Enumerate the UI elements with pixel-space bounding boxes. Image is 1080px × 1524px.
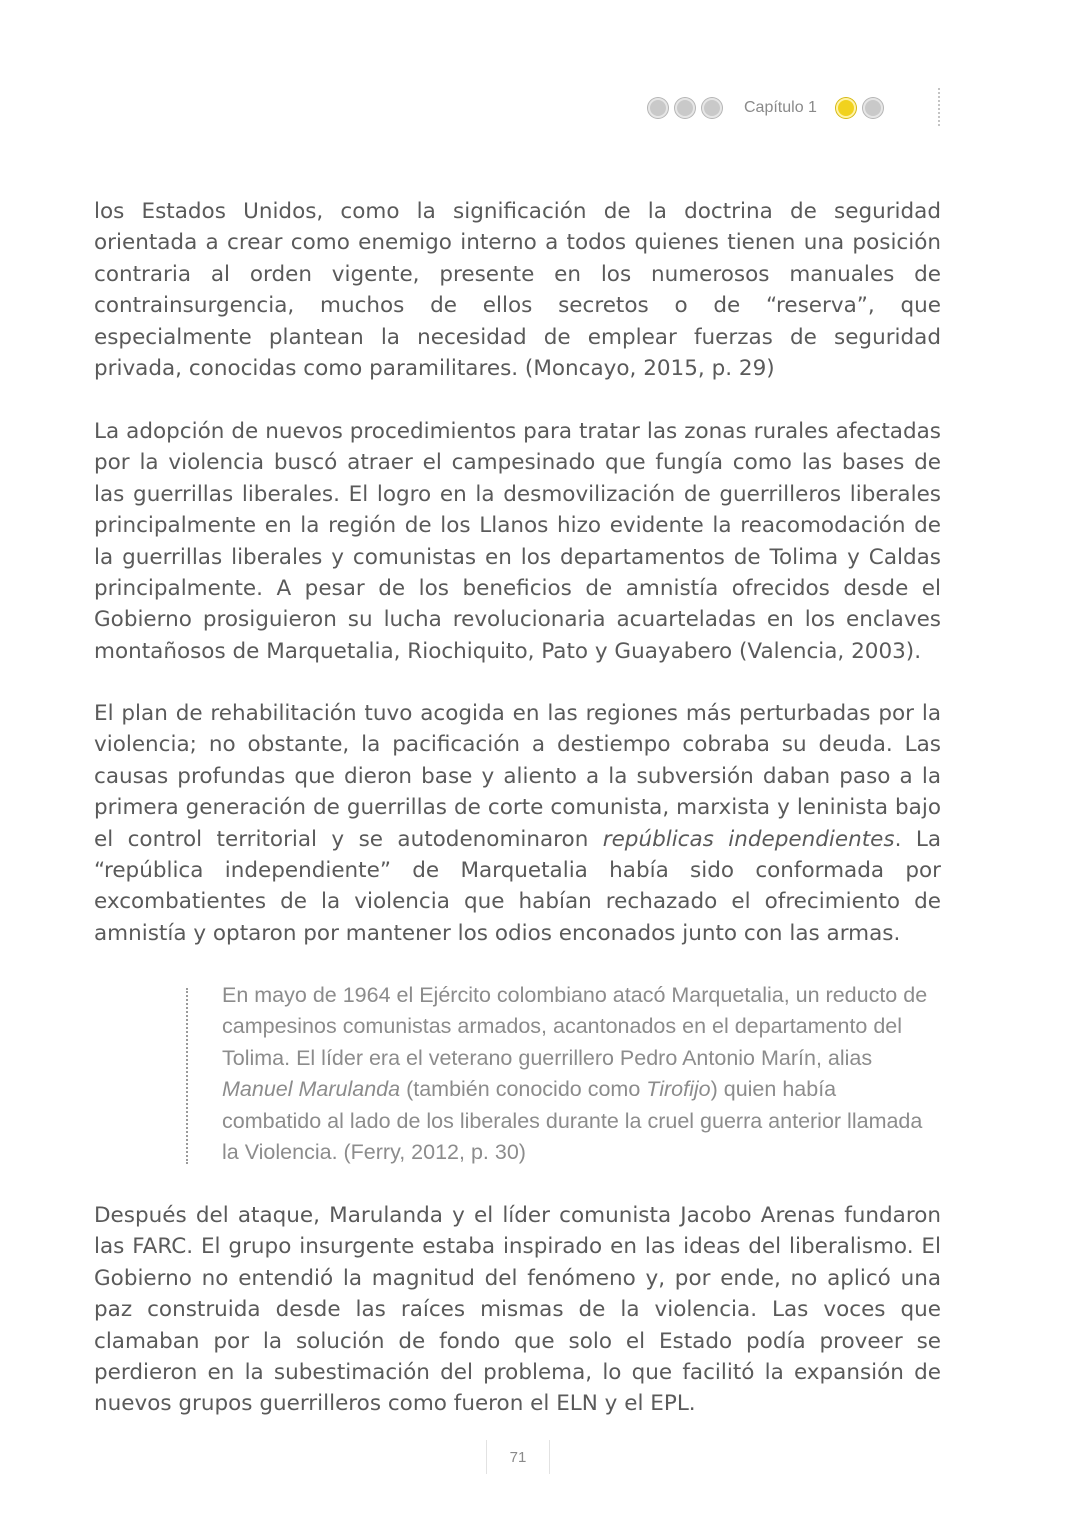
quote-italic-name: Manuel Marulanda: [222, 1077, 401, 1102]
paragraph-3-text-b: . La “república independiente” de Marquetalia había sido conformada por excombatientes de la violencia que habían rechazado el ofrecimiento de amnistía y optaron por mantener los odios enconados junto con las armas.: [94, 826, 941, 946]
paragraph-4: Después del ataque, Marulanda y el líder comunista Jacobo Arenas fundaron las FARC. El grupo insurgente estaba inspirado en las ideas del liberalismo. El Gobierno no entendió la magnitud del fenómeno y, por ende, no aplicó una paz construida desde las raíces mismas de la violencia. Las voces que clamaban por la solución de fondo que solo el Estado podía proveer se perdieron en la subestimación del problema, lo que facilitó la expansión de nuevos grupos guerrilleros como fueron el ELN y el EPL.: [94, 1203, 941, 1417]
paragraph-3-text-a: El plan de rehabilitación tuvo acogida en las regiones más perturbadas por la violencia; no obstante, la pacificación a destiempo cobraba su deuda. Las causas profundas que dieron base y aliento a la subversión daban paso a la primera generación de guerrillas de corte comunista, marxista y leninista bajo el control territorial y se autodenominaron: [94, 701, 941, 852]
paragraph-1: los Estados Unidos, como la significación de la doctrina de seguridad orientada a crear como enemigo interno a todos quienes tienen una posición contraria al orden vigente, presente en los numerosos manuales de contrainsurgencia, muchos de ellos secretos o de “reserva”, que especialmente plantean la necesidad de emplear fuerzas de seguridad privada, conocidas como paramilitares. (Moncayo, 2015, p. 29): [94, 199, 941, 382]
gray-dot-icon: [702, 98, 722, 118]
quote-text-c: ) quien había combatido al lado de los liberales durante la cruel guerra anterior llamada la Violencia. (Ferry, 2012, p. 30): [222, 1077, 923, 1165]
quote-divider: [186, 988, 188, 1164]
yellow-dot-icon: [836, 98, 856, 118]
quote-text-b: (también conocido como: [400, 1077, 647, 1102]
page-number: 71: [509, 1448, 527, 1466]
gray-dot-icon: [648, 98, 668, 118]
quote-text-a: En mayo de 1964 el Ejército colombiano atacó Marquetalia, un reducto de campesinos comunistas armados, acantonados en el departamento del Tolima. El líder era el veterano guerrillero Pedro Antonio Marín, alias: [222, 983, 928, 1070]
paragraph-3: [94, 698, 941, 949]
gray-dot-icon: [675, 98, 695, 118]
header-divider: [938, 88, 940, 126]
quote-italic-alias: Tirofijo: [646, 1077, 711, 1102]
paragraph-2: La adopción de nuevos procedimientos para tratar las zonas rurales afectadas por la violencia buscó atraer el campesinado que fungía como las bases de las guerrillas liberales. El logro en la desmovilización de guerrilleros liberales principalmente en la región de los Llanos hizo evidente la reacomodación de la guerrillas liberales y comunistas en los departamentos de Tolima y Caldas principalmente. A pesar de los beneficios de amnistía ofrecidos desde el Gobierno prosiguieron su lucha revolucionaria acuarteladas en los enclaves montañosos de Marquetalia, Riochiquito, Pato y Guayabero (Valencia, 2003).: [94, 419, 941, 664]
block-quote: [222, 980, 937, 1168]
gray-dot-icon: [863, 98, 883, 118]
page-footer: [486, 1440, 550, 1474]
chapter-header: [648, 92, 890, 124]
paragraph-3-italic: repúblicas independientes: [602, 826, 895, 852]
chapter-label: Capítulo 1: [744, 99, 817, 116]
